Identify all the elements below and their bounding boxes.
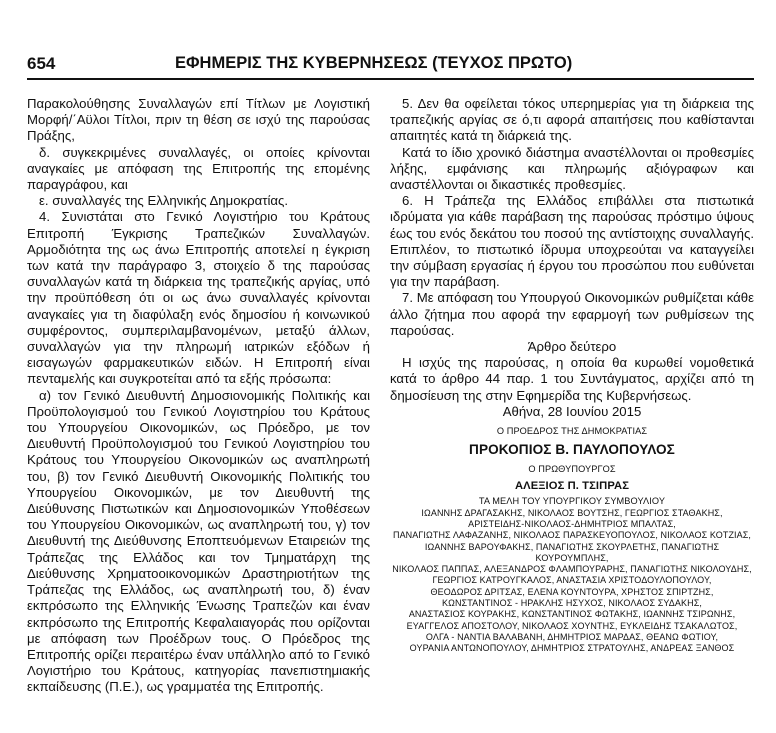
paragraph: 7. Με απόφαση του Υπουργού Οικονομικών ρυθμίζεται κάθε άλλο ζήτημα που αφορά την εφαρμογή των ρυθμίσεων της παρούσας. xyxy=(390,290,754,338)
member-line: ΟΥΡΑΝΙΑ ΑΝΤΩΝΟΠΟΥΛΟΥ, ΔΗΜΗΤΡΙΟΣ ΣΤΡΑΤΟΥΛΗΣ, ΑΝΔΡΕΑΣ ΞΑΝΘΟΣ xyxy=(409,643,735,654)
member-line: ΚΩΝΣΤΑΝΤΙΝΟΣ - ΗΡΑΚΛΗΣ ΗΣΥΧΟΣ, ΝΙΚΟΛΑΟΣ ΣΥΔΑΚΗΣ, xyxy=(442,598,702,609)
member-line: ΠΑΝΑΓΙΩΤΗΣ ΛΑΦΑΖΑΝΗΣ, ΝΙΚΟΛΑΟΣ ΠΑΡΑΣΚΕΥΟΠΟΥΛΟΣ, ΝΙΚΟΛΑΟΣ ΚΟΤΖΙΑΣ, xyxy=(392,530,752,541)
prime-minister-name: ΑΛΕΞΙΟΣ Π. ΤΣΙΠΡΑΣ xyxy=(514,480,630,493)
member-line: ΙΩΑΝΝΗΣ ΔΡΑΓΑΣΑΚΗΣ, ΝΙΚΟΛΑΟΣ ΒΟΥΤΣΗΣ, ΓΕΩΡΓΙΟΣ ΣΤΑΘΑΚΗΣ, xyxy=(421,507,723,518)
member-line: ΘΕΟΔΩΡΟΣ ΔΡΙΤΣΑΣ, ΕΛΕΝΑ ΚΟΥΝΤΟΥΡΑ, ΧΡΗΣΤΟΣ ΣΠΙΡΤΖΗΣ, xyxy=(430,586,714,597)
signature-block xyxy=(390,426,754,654)
paragraph: δ. συγκεκριμένες συναλλαγές, οι οποίες κρίνονται αναγκαίες με απόφαση της Επιτροπής της επομένης παραγράφου, και xyxy=(27,144,370,193)
member-line: ΕΥΑΓΓΕΛΟΣ ΑΠΟΣΤΟΛΟΥ, ΝΙΚΟΛΑΟΣ ΧΟΥΝΤΗΣ, ΕΥΚΛΕΙΔΗΣ ΤΣΑΚΑΛΩΤΟΣ, xyxy=(406,620,738,631)
left-column xyxy=(27,96,370,696)
date-line: Αθήνα, 28 Ιουνίου 2015 xyxy=(502,403,642,419)
member-line: ΝΙΚΟΛΑΟΣ ΠΑΠΠΑΣ, ΑΛΕΞΑΝΔΡΟΣ ΦΛΑΜΠΟΥΡΑΡΗΣ, ΠΑΝΑΓΙΩΤΗΣ ΝΙΚΟΛΟΥΔΗΣ, xyxy=(392,564,752,575)
paragraph: 4. Συνιστάται στο Γενικό Λογιστήριο του Κράτους Επιτροπή Έγκρισης Τραπεζικών Συναλλαγών. Αρμοδιότητα της ως άνω Επιτροπής αποτελεί η έγκριση των κατά την παράγραφο 3, στοιχείο δ της παρούσας συναλλαγών κατά τη διάρκεια της τραπεζικής αργίας, υπό την προϋπόθεση ότι οι ως άνω συναλλαγές κρίνονται αναγκαίες για τη διαφύλαξη ενός δημοσίου ή κοινωνικού συμφέροντος, συμπεριλαμβανομένων, μεταξύ άλλων, συναλλαγών για την πληρωμή ιατρικών εξόδων ή εισαγωγών φαρμακευτικών ειδών. Η Επιτροπή είναι πενταμελής και συγκροτείται από τα εξής πρόσωπα: xyxy=(27,209,370,387)
prime-minister-label: Ο ΠΡΩΘΥΠΟΥΡΓΟΣ xyxy=(528,464,616,475)
paragraph: Παρακολούθησης Συναλλαγών επί Τίτλων με Λογιστική Μορφή/΄Αϋλοι Τίτλοι, πριν τη θέση σε ισχύ της παρούσας Πράξης, xyxy=(27,96,370,144)
paragraph: Κατά το ίδιο χρονικό διάστημα αναστέλλονται οι προθεσμίες λήξης, εμφάνισης και πληρωμής αξιόγραφων και αναστέλλονται οι δικαστικές προθεσμίες. xyxy=(390,144,754,193)
member-line: ΓΕΩΡΓΙΟΣ ΚΑΤΡΟΥΓΚΑΛΟΣ, ΑΝΑΣΤΑΣΙΑ ΧΡΙΣΤΟΔΟΥΛΟΠΟΥΛΟΥ, xyxy=(432,575,712,586)
paragraph: 6. Η Τράπεζα της Ελλάδος επιβάλλει στα πιστωτικά ιδρύματα για κάθε παράβαση της παρούσας πρόστιμο ύψους έως του ενός δεκάτου του ποσού της αντίστοιχης συναλλαγής. Επιπλέον, το πιστωτικό ίδρυμα υποχρεούται να καταγγείλει την σύμβαση εργασίας ή έργου του προσώπου που ευθύνεται για την παράβαση. xyxy=(390,193,754,290)
president-name: ΠΡΟΚΟΠΙΟΣ Β. ΠΑΥΛΟΠΟΥΛΟΣ xyxy=(469,442,675,458)
paragraph: α) τον Γενικό Διευθυντή Δημοσιονομικής Πολιτικής και Προϋπολογισμού του Γενικού Λογιστηρίου του Κράτους του Υπουργείου Οικονομικών, ως Πρόεδρο, με τον Διευθυντή Προϋπολογισμού του Γενικού Λογιστηρίου του Κράτους του Υπουργείου Οικονομικών ως αναπληρωτή του, β) τον Γενικό Διευθυντή Οικονομικής Πολιτικής του Υπουργείου Οικονομικών, με τον Διευθυντή της Διεύθυνσης Πιστωτικών και Δημοσιονομικών Υποθέσεων του Υπουργείου Οικονομικών, ως αναπληρωτή του, γ) τον Διευθυντή της Διεύθυνσης Εποπτευόμενων Εταιρειών της Τράπεζας της Ελλάδος και τον Τμηματάρχη της Διεύθυνσης Χρηματοοικονομικών Δραστηριοτήτων της Τράπεζας της Ελλάδος, ως αναπληρωτή του, δ) έναν εκπρόσωπο της Ελληνικής Ένωσης Τραπεζών και έναν εκπρόσωπο της Επιτροπής Κεφαλαιαγοράς που ορίζονται με απόφαση των Προέδρων τους. Ο Πρόεδρος της Επιτροπής ορίζει περαιτέρω έναν υπάλληλο από το Γενικό Λογιστήριο του Κράτους, κατηγορίας πανεπιστημιακής εκπαίδευσης (Π.Ε.), ως γραμματέα της Επιτροπής. xyxy=(27,387,370,695)
council-members xyxy=(390,508,754,655)
member-line: ΑΝΑΣΤΑΣΙΟΣ ΚΟΥΡΑΚΗΣ, ΚΩΝΣΤΑΝΤΙΝΟΣ ΦΩΤΑΚΗΣ, ΙΩΑΝΝΗΣ ΤΣΙΡΩΝΗΣ, xyxy=(408,609,736,620)
president-label: Ο ΠΡΟΕΔΡΟΣ ΤΗΣ ΔΗΜΟΚΡΑΤΙΑΣ xyxy=(496,426,648,437)
page-header xyxy=(27,54,754,80)
member-line: ΑΡΙΣΤΕΙΔΗΣ-ΝΙΚΟΛΑΟΣ-ΔΗΜΗΤΡΙΟΣ ΜΠΑΛΤΑΣ, xyxy=(468,518,676,529)
page-number: 654 xyxy=(27,54,56,73)
article-text: Η ισχύς της παρούσας, η οποία θα κυρωθεί νομοθετικά κατά το άρθρο 44 παρ. 1 του Συντάγματος, αρχίζει από τη δημοσίευση της στην Εφημερίδα της Κυβερνήσεως. xyxy=(390,355,754,403)
member-line: ΙΩΑΝΝΗΣ ΒΑΡΟΥΦΑΚΗΣ, ΠΑΝΑΓΙΩΤΗΣ ΣΚΟΥΡΛΕΤΗΣ, ΠΑΝΑΓΙΩΤΗΣ ΚΟΥΡΟΥΜΠΛΗΣ, xyxy=(424,541,720,563)
member-line: ΟΛΓΑ - ΝΑΝΤΙΑ ΒΑΛΑΒΑΝΗ, ΔΗΜΗΤΡΙΟΣ ΜΑΡΔΑΣ, ΘΕΑΝΩ ΦΩΤΙΟΥ, xyxy=(425,631,719,642)
gazette-title: ΕΦΗΜΕΡΙΣ ΤΗΣ ΚΥΒΕΡΝΗΣΕΩΣ (ΤΕΥΧΟΣ ΠΡΩΤΟ) xyxy=(175,54,573,72)
article-heading: Άρθρο δεύτερο xyxy=(527,339,617,355)
paragraph: 5. Δεν θα οφείλεται τόκος υπερημερίας για τη διάρκεια της τραπεζικής αργίας σε ό,τι αφορά απαιτήσεις που καθίστανται απαιτητές κατά τη διάρκειά της. xyxy=(390,96,754,144)
council-label: ΤΑ ΜΕΛΗ ΤΟΥ ΥΠΟΥΡΓΙΚΟΥ ΣΥΜΒΟΥΛΙΟΥ xyxy=(478,496,666,507)
right-column xyxy=(390,96,754,655)
paragraph: ε. συναλλαγές της Ελληνικής Δημοκρατίας. xyxy=(39,193,289,209)
